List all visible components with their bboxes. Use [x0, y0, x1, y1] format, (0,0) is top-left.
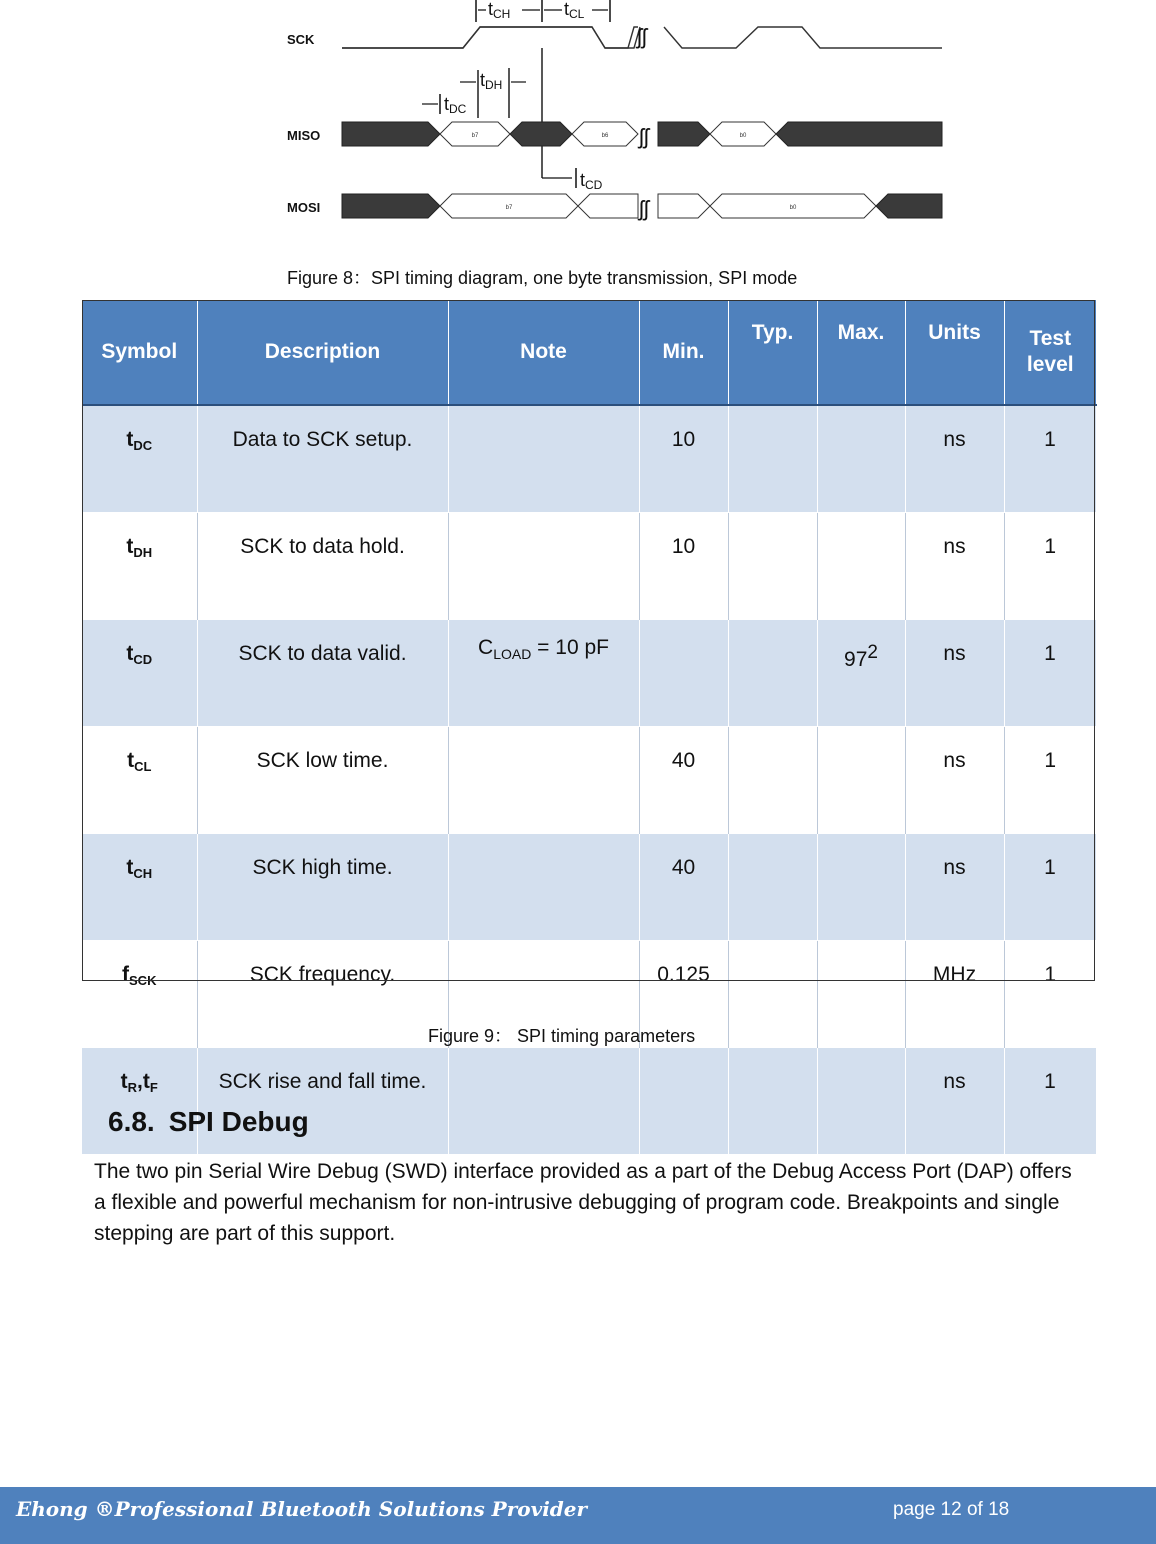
break-mark-mosi: ʃʃ: [639, 196, 649, 221]
symbol-cell: $t_{DC}$: [82, 405, 197, 513]
page-footer: [0, 1487, 1156, 1544]
table-row: [82, 727, 1096, 834]
table-row: [82, 1048, 1096, 1155]
tcd-label: tCD: [580, 170, 603, 192]
test-level-cell: 1: [1004, 727, 1096, 834]
test-level-cell: 1: [1004, 620, 1096, 727]
tdh-label: tDH: [480, 70, 503, 92]
min-cell: 40: [639, 727, 728, 834]
figure-9-caption: Figure 9： SPI timing parameters: [428, 1026, 696, 1046]
mosi-idle-start: [342, 194, 440, 218]
note-cell: [448, 834, 639, 941]
mosi-bit-b7-label: b7: [505, 205, 513, 211]
section-heading: [108, 1106, 309, 1138]
mosi-bit-prev: [658, 194, 710, 218]
description-cell: SCK to data valid.: [197, 620, 448, 727]
symbol-cell: $t_R,t_F$: [82, 1048, 197, 1155]
break-mark-sck: ʃʃ: [637, 24, 647, 49]
miso-bit-gap: [510, 122, 572, 146]
column-header-test-level: Test level: [1004, 300, 1096, 405]
description-cell: SCK high time.: [197, 834, 448, 941]
section-number: 6.8.: [108, 1106, 155, 1137]
test-level-cell: 1: [1004, 405, 1096, 513]
description-cell: SCK rise and fall time.: [197, 1048, 448, 1155]
typ-cell: [728, 513, 817, 620]
section-body: [94, 1156, 1074, 1249]
min-cell: [639, 1048, 728, 1155]
tdc-label: tDC: [444, 94, 467, 116]
typ-cell: [728, 941, 817, 1048]
units-cell: ns: [905, 727, 1004, 834]
section-title: SPI Debug: [168, 1106, 309, 1137]
symbol-cell: $t_{CD}$: [82, 620, 197, 727]
figure-8-caption: Figure 8：SPI timing diagram, one byte transmission, SPI mode: [287, 268, 798, 288]
typ-cell: [728, 620, 817, 727]
symbol-cell: $t_{CL}$: [82, 727, 197, 834]
sck-waveform-part2: [664, 27, 942, 48]
mosi-idle-end: [876, 194, 942, 218]
miso-bit-b0-label: b0: [739, 133, 747, 139]
table-row: [82, 620, 1096, 727]
typ-cell: [728, 1048, 817, 1155]
note-cell: [448, 727, 639, 834]
units-cell: ns: [905, 620, 1004, 727]
table-header-row: [82, 300, 1096, 405]
symbol-cell: $f_{SCK}$: [82, 941, 197, 1048]
spi-timing-diagram: [280, 0, 950, 228]
description-cell: SCK low time.: [197, 727, 448, 834]
column-header-description: Description: [197, 300, 448, 405]
mosi-bit-next: [578, 194, 638, 218]
min-cell: [639, 620, 728, 727]
note-cell: [448, 1048, 639, 1155]
tch-label: tCH: [488, 0, 511, 21]
break-mark-miso: ʃʃ: [639, 124, 649, 149]
column-header-note: Note: [448, 300, 639, 405]
note-cell: $C_{LOAD} = 10$ pF: [448, 620, 639, 727]
description-cell: Data to SCK setup.: [197, 405, 448, 513]
miso-bit-gap2: [658, 122, 710, 146]
footer-company-tagline: Ehong ®Professional Bluetooth Solutions Provider: [16, 1497, 588, 1521]
table-row: [82, 405, 1096, 513]
description-cell: SCK frequency.: [197, 941, 448, 1048]
section-paragraph: The two pin Serial Wire Debug (SWD) interface provided as a part of the Debug Access Port (DAP) offers a flexible and powerful mechanism for non-intrusive debugging of program code. Breakpoints and single stepping are part of this support.: [94, 1160, 1072, 1245]
units-cell: ns: [905, 513, 1004, 620]
units-cell: ns: [905, 1048, 1004, 1155]
min-cell: 40: [639, 834, 728, 941]
max-cell: [817, 941, 905, 1048]
symbol-cell: $t_{CH}$: [82, 834, 197, 941]
column-header-typ: Typ.: [728, 300, 817, 405]
column-header-max: Max.: [817, 300, 905, 405]
max-cell: $97^2$: [817, 620, 905, 727]
signal-label-miso: MISO: [287, 128, 321, 143]
column-header-symbol: Symbol: [82, 300, 197, 405]
column-header-min: Min.: [639, 300, 728, 405]
miso-idle-end: [776, 122, 942, 146]
sck-waveform-part1: [342, 27, 640, 48]
test-level-cell: 1: [1004, 834, 1096, 941]
max-cell: [817, 834, 905, 941]
mosi-bit-b0-label: b0: [789, 205, 797, 211]
signal-label-sck: SCK: [287, 32, 315, 47]
typ-cell: [728, 834, 817, 941]
test-level-cell: 1: [1004, 513, 1096, 620]
column-header-units: Units: [905, 300, 1004, 405]
max-cell: [817, 405, 905, 513]
units-cell: ns: [905, 405, 1004, 513]
description-cell: SCK to data hold.: [197, 513, 448, 620]
typ-cell: [728, 727, 817, 834]
tcl-label: tCL: [564, 0, 585, 21]
table-row: [82, 834, 1096, 941]
miso-bit-b6-label: b6: [601, 133, 609, 139]
miso-bit-b7-label: b7: [471, 133, 479, 139]
typ-cell: [728, 405, 817, 513]
symbol-cell: $t_{DH}$: [82, 513, 197, 620]
signal-label-mosi: MOSI: [287, 200, 321, 215]
min-cell: 0.125: [639, 941, 728, 1048]
table-row: [82, 513, 1096, 620]
test-level-cell: 1: [1004, 941, 1096, 1048]
max-cell: [817, 513, 905, 620]
note-cell: [448, 513, 639, 620]
note-cell: [448, 405, 639, 513]
units-cell: ns: [905, 834, 1004, 941]
min-cell: 10: [639, 405, 728, 513]
max-cell: [817, 727, 905, 834]
min-cell: 10: [639, 513, 728, 620]
max-cell: [817, 1048, 905, 1155]
test-level-cell: 1: [1004, 1048, 1096, 1155]
footer-page-number: page 12 of 18: [893, 1499, 1010, 1520]
units-cell: MHz: [905, 941, 1004, 1048]
miso-idle-start: [342, 122, 440, 146]
